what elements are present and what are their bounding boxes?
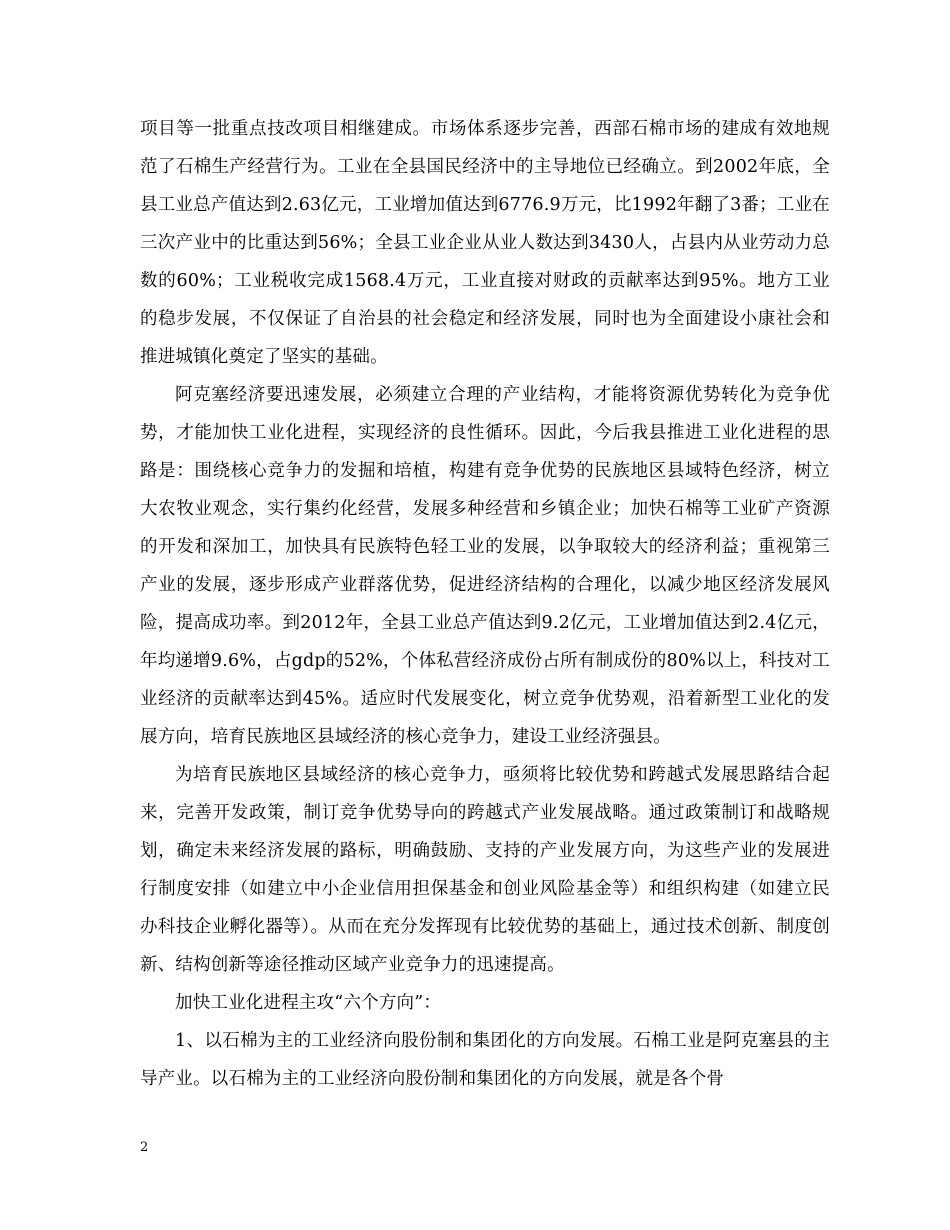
- page-number: 2: [140, 1140, 149, 1155]
- paragraph-1: 项目等一批重点技改项目相继建成。市场体系逐步完善，西部石棉市场的建成有效地规范了石棉生产经营行为。工业在全县国民经济中的主导地位已经确立。到2002年底，全县工业总产值达到2.63亿元，工业增加值达到6776.9万元，比1992年翻了3番；工业在三次产业中的比重达到56%；全县工业企业从业人数达到3430人，占县内从业劳动力总数的60%；工业税收完成1568.4万元，工业直接对财政的贡献率达到95%。地方工业的稳步发展，不仅保证了自治县的社会稳定和经济发展，同时也为全面建设小康社会和推进城镇化奠定了坚实的基础。: [140, 119, 830, 367]
- paragraph-3: 为培育民族地区县域经济的核心竞争力，亟须将比较优势和跨越式发展思路结合起来，完善开发政策，制订竞争优势导向的跨越式产业发展战略。通过政策制订和战略规划，确定未来经济发展的路标，明确鼓励、支持的产业发展方向，为这些产业的发展进行制度安排（如建立中小企业信用担保基金和创业风险基金等）和组织构建（如建立民办科技企业孵化器等）。从而在充分发挥现有比较优势的基础上，通过技术创新、制度创新、结构创新等途径推动区域产业竞争力的迅速提高。: [140, 765, 830, 975]
- paragraph-2: 阿克塞经济要迅速发展，必须建立合理的产业结构，才能将资源优势转化为竞争优势，才能加快工业化进程，实现经济的良性循环。因此，今后我县推进工业化进程的思路是：围绕核心竞争力的发掘和培植，构建有竞争优势的民族地区县域特色经济，树立大农牧业观念，实行集约化经营，发展多种经营和乡镇企业；加快石棉等工业矿产资源的开发和深加工，加快具有民族特色轻工业的发展，以争取较大的经济利益；重视第三产业的发展，逐步形成产业群落优势，促进经济结构的合理化，以减少地区经济发展风险，提高成功率。到2012年，全县工业总产值达到9.2亿元，工业增加值达到2.4亿元，年均递增9.6%，占gdp的52%，个体私营经济成份占所有制成份的80%以上，科技对工业经济的贡献率达到45%。适应时代发展变化，树立竞争优势观，沿着新型工业化的发展方向，培育民族地区县域经济的核心竞争力，建设工业经济强县。: [140, 385, 830, 747]
- paragraph-4: 加快工业化进程主攻“六个方向”：: [175, 993, 442, 1013]
- body-text: [140, 110, 830, 1098]
- paragraph-5: 1、以石棉为主的工业经济向股份制和集团化的方向发展。石棉工业是阿克塞县的主导产业。以石棉为主的工业经济向股份制和集团化的方向发展，就是各个骨: [140, 1031, 830, 1089]
